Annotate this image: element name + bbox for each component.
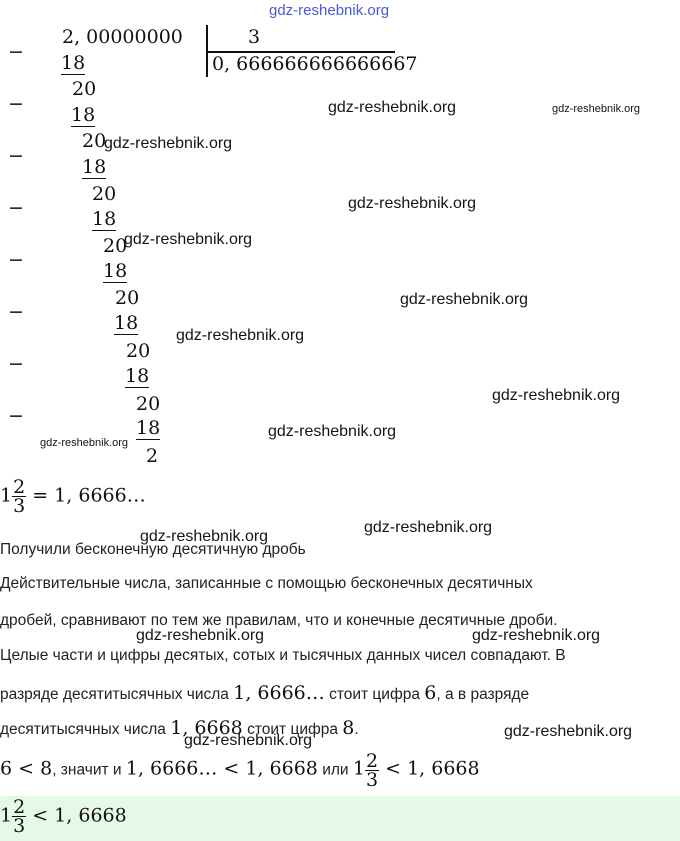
watermark: gdz-reshebnik.org <box>492 387 621 404</box>
text-line: дробей, сравнивают по тем же правилам, что и конечные десятичные дроби. <box>0 612 558 629</box>
final-answer <box>0 798 127 835</box>
result-denominator: 3 <box>13 495 26 517</box>
minus-sign: − <box>8 145 24 167</box>
division-product: 18 <box>82 156 107 178</box>
text-segment: десятитысячных числа <box>0 721 171 738</box>
inline-fraction <box>365 752 379 789</box>
math-value: 6 <box>424 682 437 704</box>
division-product: 18 <box>71 104 96 126</box>
math-value: 1, 6668 <box>170 717 243 739</box>
watermark: gdz-reshebnik.org <box>400 291 529 308</box>
text-line <box>0 752 480 789</box>
minus-sign: − <box>8 93 24 115</box>
watermark: gdz-reshebnik.org <box>552 103 641 115</box>
result-numerator: 2 <box>13 476 26 498</box>
watermark: gdz-reshebnik.org <box>364 519 493 536</box>
division-remainder: 20 <box>136 393 161 415</box>
text-segment: разряде десятитысячных числа <box>0 686 234 703</box>
text-line: Получили бесконечную десятичную дробь <box>0 541 306 558</box>
watermark: gdz-reshebnik.org <box>176 327 305 344</box>
watermark: gdz-reshebnik.org <box>328 99 457 116</box>
mixed-number-result <box>0 478 146 515</box>
text-line <box>0 682 529 704</box>
minus-sign: − <box>8 301 24 323</box>
watermark: gdz-reshebnik.org <box>136 627 265 644</box>
text-line: Действительные числа, записанные с помощью бесконечных десятичных <box>0 575 533 592</box>
watermark: gdz-reshebnik.org <box>348 195 477 212</box>
division-remainder: 20 <box>126 340 151 362</box>
watermark-top: gdz-reshebnik.org <box>269 2 390 19</box>
watermark: gdz-reshebnik.org <box>504 723 633 740</box>
math-value: 1 <box>352 757 365 780</box>
answer-denominator: 3 <box>13 815 26 837</box>
text-line: Целые части и цифры десятых, сотых и тысячных данных чисел совпадают. В <box>0 647 566 664</box>
fraction-denominator: 3 <box>365 769 379 791</box>
dividend: 2, 00000000 <box>62 26 183 48</box>
minus-sign: − <box>8 197 24 219</box>
answer-numerator: 2 <box>13 796 26 818</box>
math-value: 8 <box>342 717 355 739</box>
minus-sign: − <box>8 405 24 427</box>
division-remainder: 20 <box>115 287 140 309</box>
answer-whole: 1 <box>0 804 13 827</box>
division-remainder: 2 <box>146 445 159 467</box>
answer-comparison: < 1, 6668 <box>26 804 127 827</box>
quotient: 0, 666666666666667 <box>212 53 418 75</box>
division-product: 18 <box>114 312 139 334</box>
text-segment: , а в разряде <box>436 686 530 703</box>
math-value: < 1, 6668 <box>379 757 480 780</box>
text-segment: стоит цифра <box>242 721 343 738</box>
division-product: 18 <box>125 365 150 387</box>
watermark: gdz-reshebnik.org <box>472 627 601 644</box>
watermark: gdz-reshebnik.org <box>184 732 313 749</box>
division-remainder: 20 <box>82 130 107 152</box>
minus-sign: − <box>8 41 24 63</box>
watermark: gdz-reshebnik.org <box>124 231 253 248</box>
result-fraction <box>12 478 26 515</box>
division-remainder: 20 <box>92 183 117 205</box>
watermark: gdz-reshebnik.org <box>104 135 233 152</box>
minus-sign: − <box>8 249 24 271</box>
text-segment: стоит цифра <box>324 686 425 703</box>
division-remainder: 20 <box>103 235 128 257</box>
division-product: 18 <box>103 260 128 282</box>
text-segment: . <box>354 721 359 738</box>
math-value: 1, 6666… <box>233 682 325 704</box>
math-value: 1, 6666… < 1, 6668 <box>125 757 318 780</box>
division-product: 18 <box>92 208 117 230</box>
watermark: gdz-reshebnik.org <box>268 423 397 440</box>
result-decimal: = 1, 6666… <box>26 484 146 507</box>
text-segment: , значит и <box>52 761 126 779</box>
division-product: 18 <box>61 52 86 74</box>
division-remainder: 20 <box>72 78 97 100</box>
watermark: gdz-reshebnik.org <box>40 437 129 449</box>
text-segment: или <box>317 761 353 779</box>
answer-fraction <box>12 798 26 835</box>
divisor: 3 <box>248 26 261 48</box>
division-product: 18 <box>136 417 161 439</box>
minus-sign: − <box>8 353 24 375</box>
math-value: 6 < 8 <box>0 757 53 780</box>
fraction-numerator: 2 <box>365 750 379 772</box>
watermark: gdz-reshebnik.org <box>140 528 269 545</box>
result-whole: 1 <box>0 484 13 507</box>
